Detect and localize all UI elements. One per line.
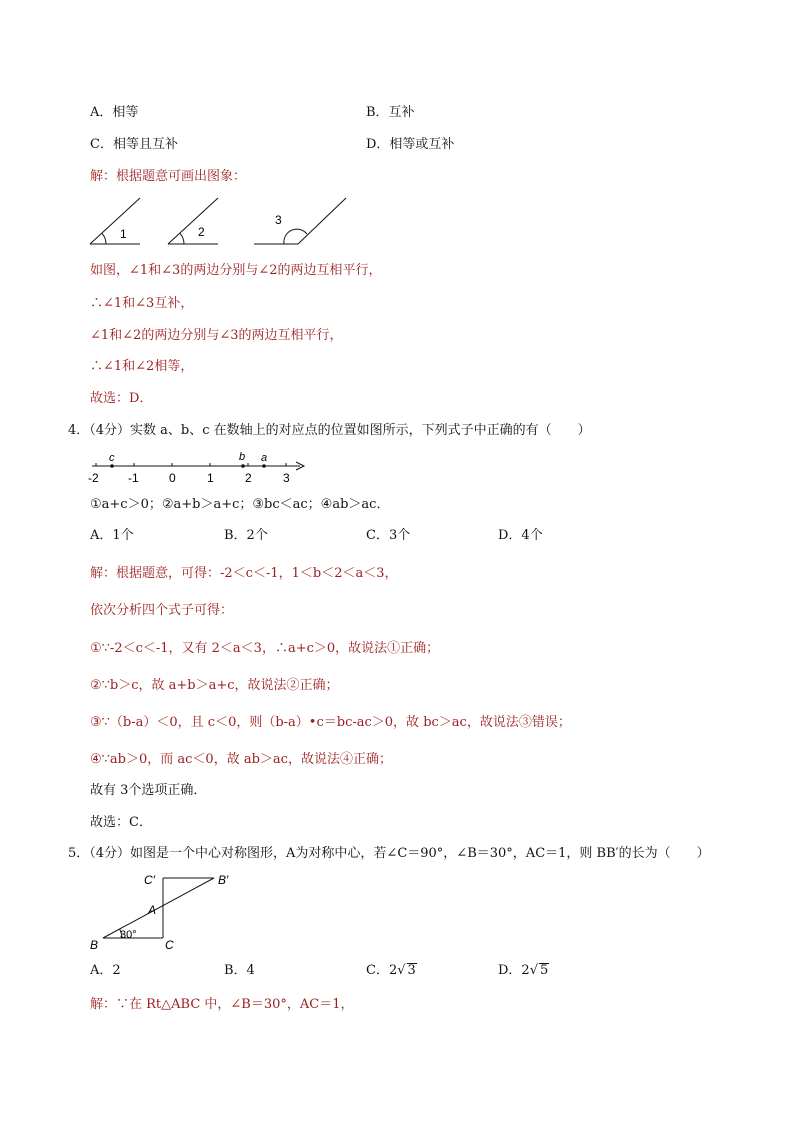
q3-solution-intro: 解：根据题意可画出图象： [90, 169, 247, 184]
label-a: A [148, 903, 157, 917]
q3-option-a: A．相等 [90, 105, 139, 120]
q4-solution-7: 故有 3个选项正确． [90, 783, 207, 798]
q3-line-1: 如图，∠1和∠3的两边分别与∠2的两边互相平行， [90, 263, 382, 278]
tick-label: 1 [207, 471, 214, 485]
q4-solution-4: ②∵b＞c，故 a+b＞a+c，故说法②正确； [90, 678, 339, 693]
angle-1-label: 1 [120, 227, 127, 241]
number-line [86, 448, 316, 490]
tick-label: 2 [245, 471, 252, 485]
q3-option-c: C．相等且互补 [90, 137, 178, 152]
q5-option-b: B．4 [224, 963, 255, 978]
q4-stem: 4．（4分）实数 a、b、c 在数轴上的对应点的位置如图所示，下列式子中正确的有（ ） [68, 423, 591, 438]
q5-option-d-radicand: 5 [540, 963, 549, 978]
tick-label: 3 [283, 471, 290, 485]
q5-option-d [498, 962, 549, 980]
point-c-label: c [109, 452, 115, 464]
q5-option-c [366, 962, 417, 980]
q3-angle-figure [88, 192, 348, 252]
q3-line-2: ∴∠1和∠3互补， [90, 296, 194, 311]
label-c-prime: C′ [144, 873, 155, 887]
q5-option-c-radicand: 3 [407, 963, 416, 978]
q3-line-3: ∠1和∠2的两边分别与∠3的两边互相平行， [90, 328, 343, 343]
label-c: C [165, 938, 174, 952]
point-b-label: b [239, 451, 246, 463]
q4-option-d: D．4个 [498, 528, 543, 543]
q3-option-b: B．互补 [366, 105, 415, 120]
sqrt-sign: √ [529, 963, 538, 978]
q5-option-d-prefix: D．2 [498, 963, 530, 978]
point-a-label: a [261, 452, 268, 464]
angle-2-label: 2 [198, 225, 205, 239]
label-b-prime: B′ [218, 873, 229, 887]
tick-label: -2 [88, 471, 99, 485]
q4-solution-1: 解：根据题意，可得：-2＜c＜-1，1＜b＜2＜a＜3， [90, 566, 398, 581]
q3-answer: 故选：D． [90, 391, 153, 406]
q4-option-a: A．1个 [90, 528, 134, 543]
q4-option-c: C．3个 [366, 528, 411, 543]
q4-solution-6: ④∵ab＞0，而 ac＜0，故 ab＞ac，故说法④正确； [90, 752, 392, 767]
q4-statements: ①a+c＞0；②a+b＞a+c；③bc＜ac；④ab＞ac． [90, 497, 390, 512]
q4-solution-5: ③∵（b-a）＜0，且 c＜0，则（b-a）•c＝bc-ac＞0，故 bc＞ac，故说法③错误； [90, 715, 571, 730]
q5-triangle-figure [86, 870, 256, 952]
angle-30-label: 30° [120, 929, 137, 941]
q5-option-a: A．2 [90, 963, 121, 978]
q4-solution-2: 依次分析四个式子可得： [90, 603, 234, 618]
sqrt-sign: √ [397, 963, 406, 978]
angle-3-label: 3 [275, 213, 282, 227]
tick-label: -1 [128, 471, 139, 485]
tick-label: 0 [169, 471, 176, 485]
q3-line-4: ∴∠1和∠2相等， [90, 359, 194, 374]
q5-stem: 5．（4分）如图是一个中心对称图形，A为对称中心，若∠C＝90°，∠B＝30°，AC＝1，则 BB′的长为（ ） [68, 846, 710, 861]
q5-solution-start: 解：∵在 Rt△ABC 中，∠B＝30°，AC＝1， [90, 997, 354, 1012]
q4-option-b: B．2个 [224, 528, 268, 543]
q4-answer: 故选：C． [90, 815, 152, 830]
q4-solution-3: ①∵-2＜c＜-1，又有 2＜a＜3，∴a+c＞0，故说法①正确； [90, 641, 440, 656]
q5-option-c-prefix: C．2 [366, 963, 398, 978]
q3-option-d: D．相等或互补 [366, 137, 455, 152]
label-b: B [90, 938, 99, 952]
